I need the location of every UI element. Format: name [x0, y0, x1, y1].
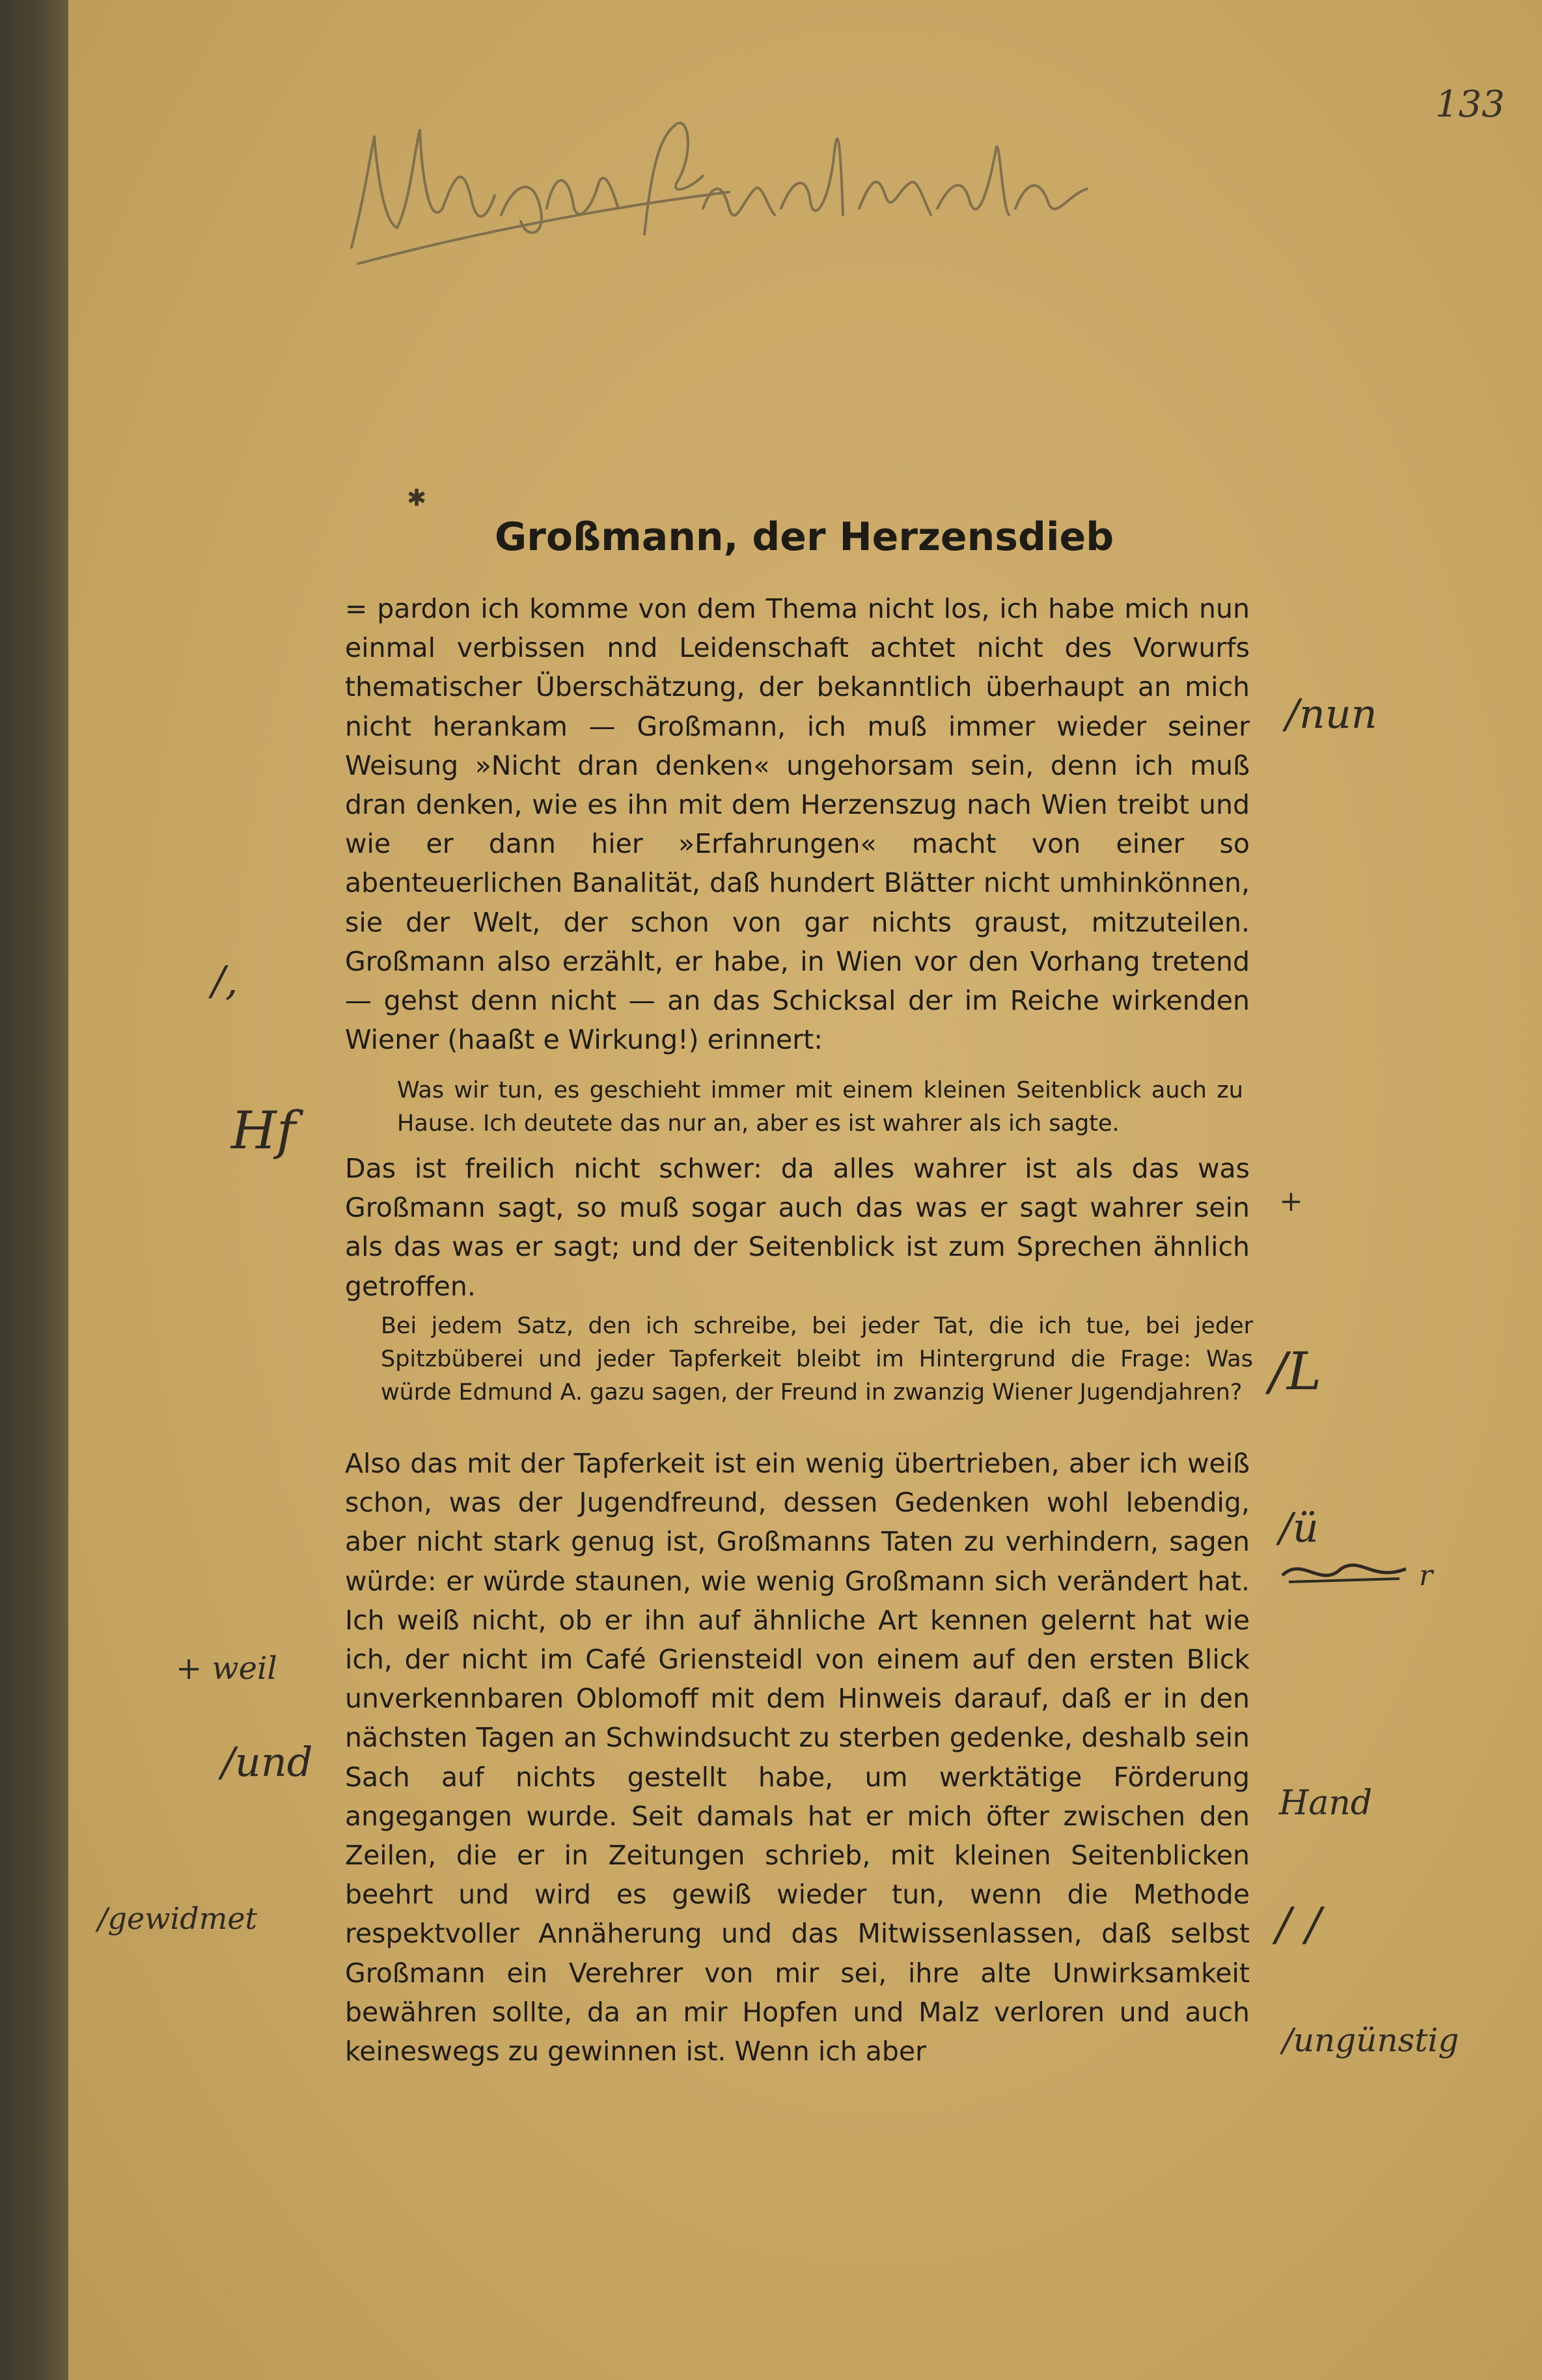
- margin-note: / /: [1276, 1898, 1321, 1951]
- margin-note: /und: [221, 1738, 313, 1786]
- margin-note: r: [1419, 1559, 1433, 1592]
- book-binding: [0, 0, 68, 2380]
- margin-note: /ü: [1279, 1504, 1319, 1551]
- quote-1-text: Was wir tun, es geschieht immer mit einem kleinen Seitenblick auch zu Hause. Ich deutete das nur an, aber es ist wahrer als ich sagte.: [397, 1077, 1243, 1137]
- quote-1: [345, 1074, 1250, 1141]
- paragraph-1-text: = pardon ich komme von dem Thema nicht los, ich habe mich nun einmal verbissen nnd Leidenschaft achtet nicht des Vorwurfs thematischer Überschätzung, der bekanntlich überhaupt an mich nicht herankam — Großmann, ich muß immer wieder seiner Weisung »Nicht dran denken« ungehorsam sein, denn ich muß dran denken, wie es ihn mit dem Herzenszug nach Wien treibt und wie er dann hier »Erfahrungen« macht von einer so abenteuerlichen Banalität, daß hundert Blätter nicht umhinkönnen, sie der Welt, der schon von gar nichts graust, mitzuteilen. Großmann also erzählt, er habe, in Wien vor den Vorhang tretend — gehst denn nicht — an das Schicksal der im Reiche wirkenden Wiener (haaßt e Wirkung!) erinnert:: [345, 593, 1250, 1056]
- correction-scribble: [1276, 1549, 1412, 1595]
- margin-note: /,: [212, 957, 238, 1004]
- margin-note: + weil: [176, 1650, 277, 1687]
- margin-note: /nun: [1286, 690, 1377, 738]
- margin-note: /gewidmet: [98, 1901, 258, 1936]
- margin-note: +: [1279, 1185, 1303, 1218]
- ink-stain: ✱: [407, 485, 427, 512]
- paragraph-1: [345, 589, 1250, 1059]
- margin-note: /L: [1269, 1341, 1322, 1402]
- margin-note: /ungünstig: [1282, 2021, 1459, 2059]
- page-number: 133: [1435, 83, 1505, 126]
- paragraph-2: [345, 1149, 1250, 1306]
- paragraph-3-text: Also das mit der Tapferkeit ist ein wenig übertrieben, aber ich weiß schon, was der Jugendfreund, dessen Gedenken wohl lebendig, aber nicht stark genug ist, Großmanns Taten zu verhindern, sagen würde: er würde staunen, wie wenig Großmann sich verändert hat. Ich weiß nicht, ob er ihn auf ähnliche Art kennen gelernt hat wie ich, der nicht im Café Griensteidl von einem auf den ersten Blick unverkennbaren Oblomoff mit dem Hinweis darauf, daß er in den nächsten Tagen an Schwindsucht zu sterben gedenke, deshalb sein Sach auf nichts gestellt habe, um werktätige Förderung angegangen wurde. Seit damals hat er mich öfter zwischen den Zeilen, die er in Zeitungen schrieb, mit kleinen Seitenblicken beehrt und wird es gewiß wieder tun, wenn die Methode respektvoller Annäherung und das Mitwissenlassen, daß selbst Großmann ein Verehrer von mir sei, ihre alte Unwirksamkeit bewähren sollte, da an mir Hopfen und Malz verloren und auch keineswegs zu gewinnen ist. Wenn ich aber: [345, 1448, 1250, 2068]
- page-title: Großmann, der Herzensdieb: [495, 514, 1114, 560]
- margin-note: Hand: [1279, 1784, 1373, 1823]
- quote-2-text: Bei jedem Satz, den ich schreibe, bei jeder Tat, die ich tue, bei jeder Spitzbüberei und jeder Tapferkeit bleibt im Hintergrund die Frage: Was würde Edmund A. gazu sagen, der Freund in zwanzig Wiener Jugendjahren?: [381, 1313, 1253, 1405]
- quote-2: [345, 1310, 1253, 1409]
- margin-note: Hf: [231, 1100, 296, 1161]
- paragraph-2-text: Das ist freilich nicht schwer: da alles wahrer ist als das was Großmann sagt, so muß sogar auch das was er sagt wahrer sein als das was er sagt; und der Seitenblick ist zum Sprechen ähnlich getroffen.: [345, 1153, 1250, 1302]
- paragraph-3: [345, 1444, 1250, 2071]
- heading-annotation-signature: [338, 78, 1107, 286]
